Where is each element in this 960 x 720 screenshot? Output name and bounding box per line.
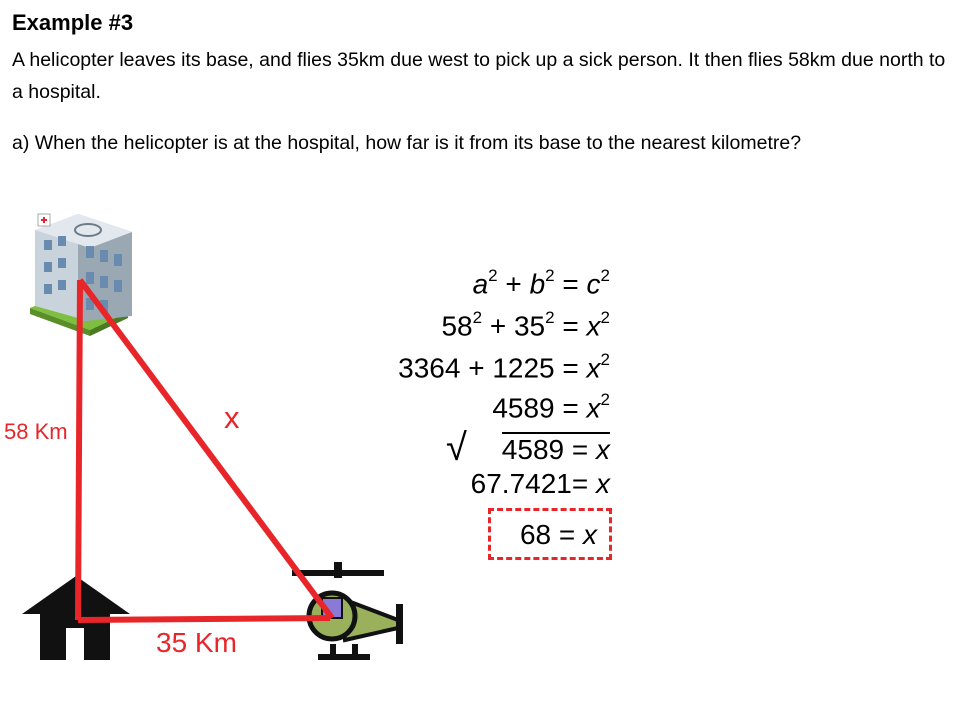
hypotenuse-label: x <box>224 400 240 435</box>
north-leg <box>78 280 80 620</box>
final-answer-box <box>488 508 612 560</box>
hypotenuse <box>80 280 332 618</box>
right-triangle <box>78 280 332 620</box>
radical-sign: √ <box>446 427 467 469</box>
example-heading: Example #3 <box>12 10 134 35</box>
north-distance-label: 58 Km <box>4 419 68 444</box>
equation-sum: $4589 = x^2$ <box>492 390 610 424</box>
helicopter-icon <box>292 562 403 660</box>
final-answer: 68 = x <box>519 519 597 550</box>
west-leg <box>78 618 330 620</box>
equation-root: 4589 = x <box>501 434 610 465</box>
question-a: a) When the helicopter is at the hospital, how far is it from its base to the nearest kilometre? <box>12 132 802 154</box>
equation-squares: $3364 + 1225 = x^2$ <box>398 350 610 384</box>
problem-statement: A helicopter leaves its base, and flies 35km due west to pick up a sick person. It then flies 58km due north to a hospital. <box>12 49 946 103</box>
west-distance-label: 35 Km <box>156 627 237 658</box>
equation-pythagoras: $a^2 + b^2 = c^2$ <box>472 266 610 300</box>
equation-substitution: $58^2 + 35^2 = x^2$ <box>441 308 610 342</box>
equation-decimal: 67.7421= x <box>470 468 610 499</box>
